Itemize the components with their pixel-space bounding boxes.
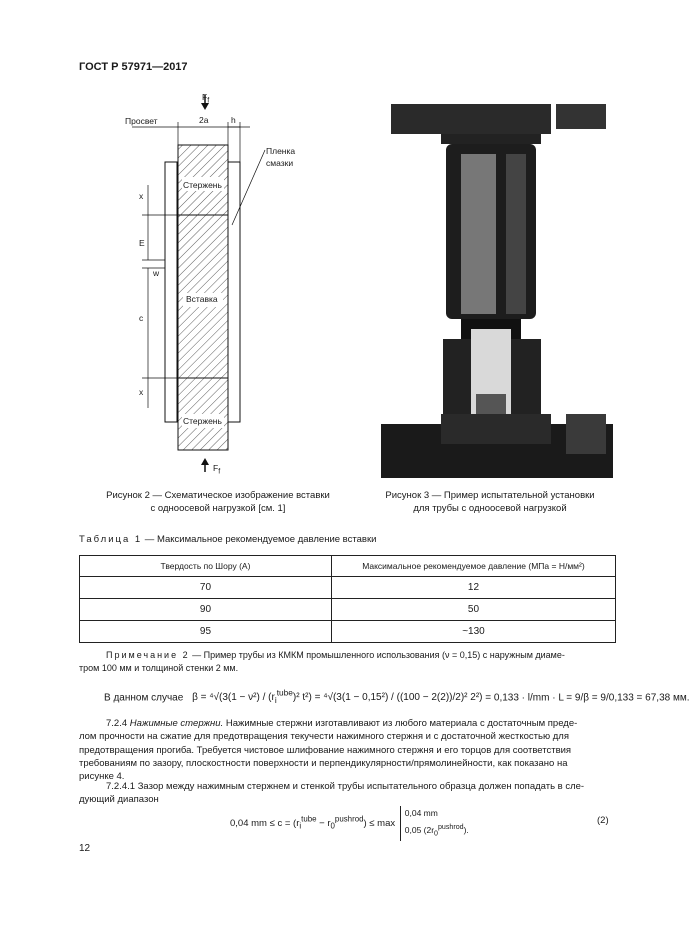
table-1 <box>79 555 616 643</box>
table-row: 70 12 <box>80 577 616 599</box>
sterzhen-bottom-label: Стержень <box>183 416 222 426</box>
dim-w-label: w <box>153 268 160 278</box>
plenka-label-2: смазки <box>266 158 294 168</box>
dim-x-bottom-label: x <box>139 387 144 397</box>
dim-h-label: h <box>231 115 236 125</box>
table-row: 90 50 <box>80 599 616 621</box>
dim-2a-label: 2a <box>199 115 209 125</box>
figure-2-caption: Рисунок 2 — Схематическое изображение вставки с одноосевой нагрузкой [см. 1] <box>106 490 330 514</box>
document-id: ГОСТ Р 57971—2017 <box>79 61 188 73</box>
section-7-2-4-1: 7.2.4.1 Зазор между нажимным стержнем и стенкой трубы испытательного образца должен попадать в сле- дующий диапазон <box>79 781 585 806</box>
case-formula: В данном случае $\beta = ^4√(3(1 - \nu^2) / (r_i^{tube})^2$ t²) = ⁴√(3(1 − 0,15²) / ((100 − 2(2))/2)² 2²) = 0,133 · l/mm · L = 9/β = 9/0,133 = 67,38 мм. <box>104 688 690 706</box>
table-header-hardness: Твердость по Шору (А) <box>80 556 332 577</box>
dim-E-label: E <box>139 238 145 248</box>
plenka-label-1: Пленка <box>266 146 296 156</box>
sterzhen-top-label: Стержень <box>183 180 222 190</box>
table-row: 95 ~130 <box>80 621 616 643</box>
dim-x-top-label: x <box>139 191 144 201</box>
force-bottom-label: $F_f$ <box>213 463 221 476</box>
figure-3-photo <box>381 94 613 478</box>
page-number: 12 <box>79 843 91 854</box>
dim-c-label: c <box>139 313 144 323</box>
note-2: Примечание 2 — Пример трубы из КМКМ промышленного использования (ν = 0,15) с наружным диаме- тром 100 мм и толщиной стенки 2 мм. <box>79 650 565 674</box>
table-1-title: Таблица 1 — Максимальное рекомендуемое давление вставки <box>79 534 377 545</box>
equation-2: 0,04 mm ≤ $c = (r_i^{tube} - r_0^{pushrod}) \le \max$ 0,04 mm 0,05 $(2r_0^{pushrod})$. <box>230 806 469 841</box>
force-top-label: $F_f$ <box>202 92 210 105</box>
figure-3-caption: Рисунок 3 — Пример испытательной установки для трубы с одноосевой нагрузкой <box>385 490 595 514</box>
section-7-2-4: 7.2.4 Нажимные стержни. Нажимные стержни изготавливают из любого материала с достаточным преде- лом прочности на сжатие для предотвращения текучести нажимного стержня и с достаточной жесткостью для предотвращения прогиба. Требуется чистовое шлифование нажимного стержня и его торцов для соответствия требованиям по зазору, плоскостности поверхности и перпендикулярности/прямолинейности, как показано на рисунке 4. <box>79 718 578 783</box>
prosvet-label: Просвет <box>125 116 158 126</box>
equation-2-number: (2) <box>597 815 609 826</box>
vstavka-label: Вставка <box>186 294 218 304</box>
table-header-pressure: Максимальное рекомендуемое давление (МПа = Н/мм²) <box>331 556 615 577</box>
